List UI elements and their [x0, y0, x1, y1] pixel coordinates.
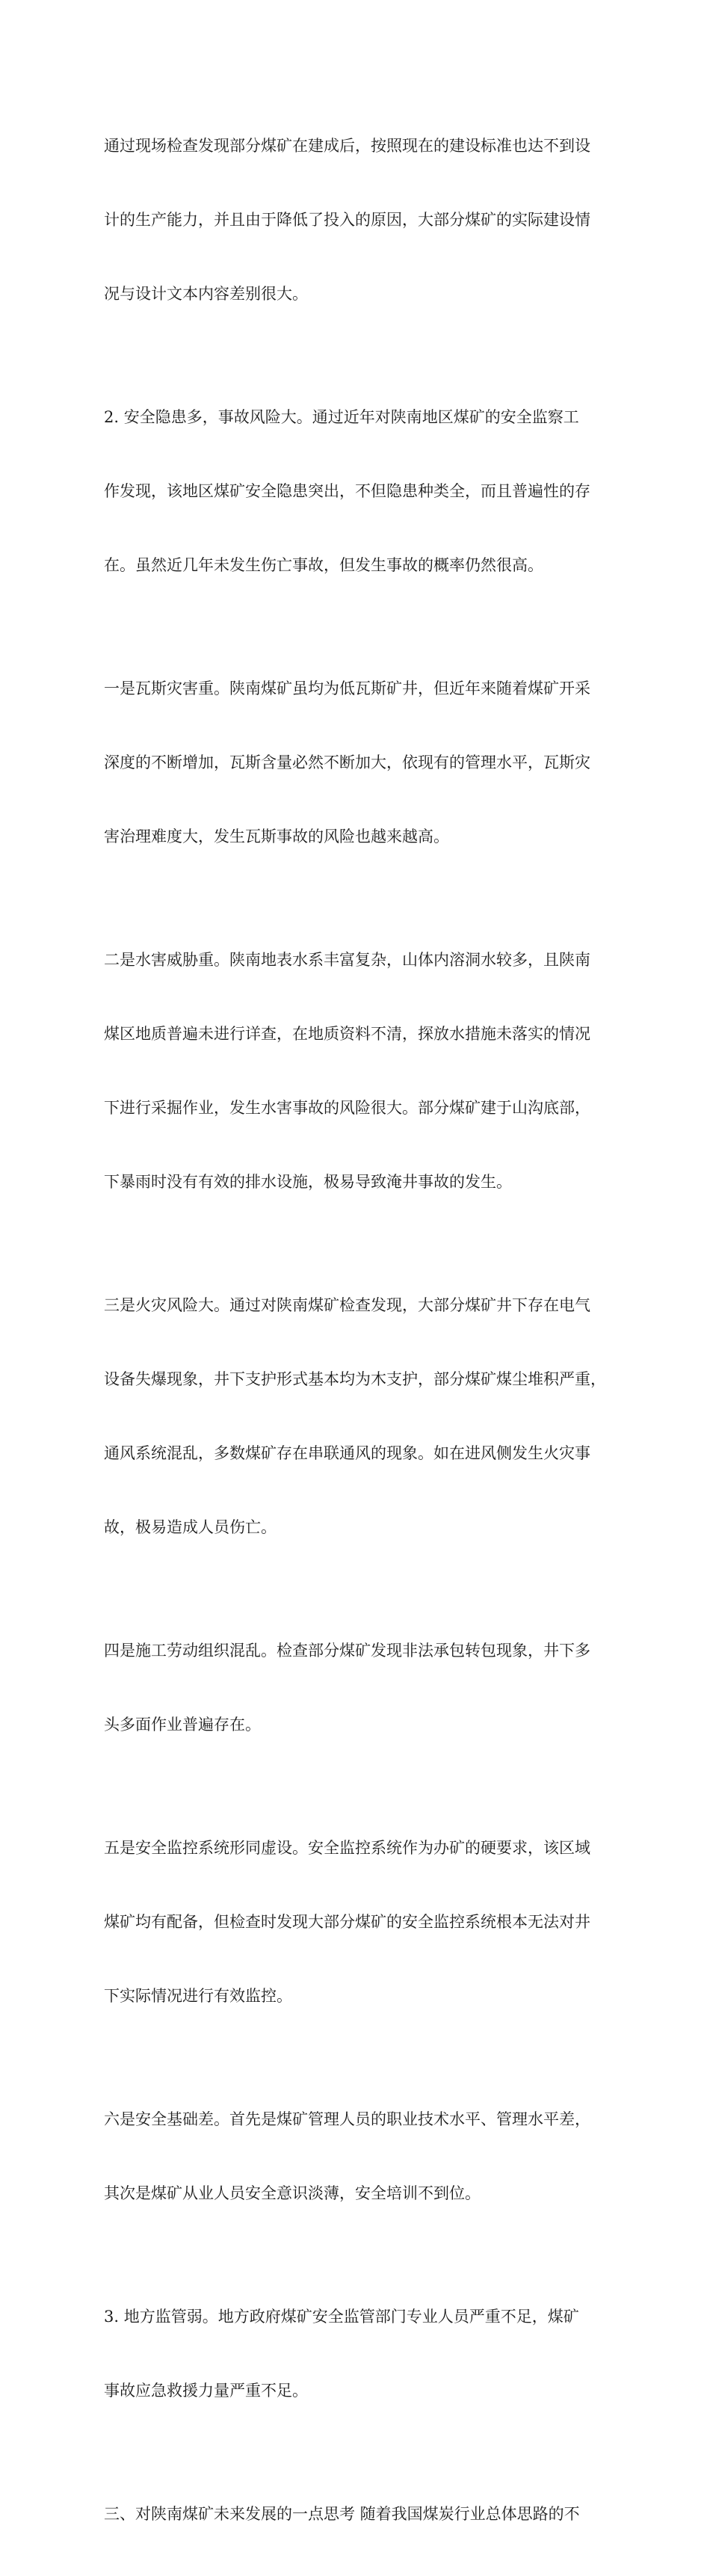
text-line: 2. 安全隐患多，事故风险大。通过近年对陕南地区煤矿的安全监察工 [104, 408, 579, 426]
paragraph-gas-hazard [104, 627, 612, 899]
text-line: 一是瓦斯灾害重。陕南煤矿虽均为低瓦斯矿井，但近年来随着煤矿开采 [104, 680, 590, 697]
text-line: 3. 地方监管弱。地方政府煤矿安全监管部门专业人员严重不足，煤矿 [104, 2308, 579, 2326]
text-line: 作发现，该地区煤矿安全隐患突出，不但隐患种类全，而且普遍性的存 [104, 482, 590, 500]
paragraph-labor-organization [104, 1589, 612, 1787]
text-line: 二是水害威胁重。陕南地表水系丰富复杂，山体内溶洞水较多，且陕南 [104, 951, 590, 969]
text-line: 三、对陕南煤矿未来发展的一点思考 随着我国煤炭行业总体思路的不 [104, 2505, 580, 2523]
text-line: 四是施工劳动组织混乱。检查部分煤矿发现非法承包转包现象，井下多 [104, 1642, 590, 1660]
paragraph-water-hazard [104, 899, 612, 1244]
text-line: 计的生产能力，并且由于降低了投入的原因，大部分煤矿的实际建设情 [104, 211, 590, 229]
text-line: 设备失爆现象，井下支护形式基本均为木支护，部分煤矿煤尘堆积严重， [104, 1370, 606, 1388]
text-line: 下实际情况进行有效监控。 [104, 1987, 292, 2005]
paragraph-local-supervision [104, 2255, 612, 2453]
text-line: 事故应急救援力量严重不足。 [104, 2382, 308, 2400]
text-line: 通风系统混乱，多数煤矿存在串联通风的现象。如在进风侧发生火灾事 [104, 1444, 590, 1462]
document-body [104, 84, 612, 2576]
text-line: 煤区地质普遍未进行详查，在地质资料不清，探放水措施未落实的情况 [104, 1025, 590, 1043]
paragraph-safety-hazards [104, 356, 612, 627]
paragraph-construction-gap [104, 84, 612, 356]
text-line: 深度的不断增加，瓦斯含量必然不断加大，依现有的管理水平，瓦斯灾 [104, 754, 590, 771]
text-line: 六是安全基础差。首先是煤矿管理人员的职业技术水平、管理水平差， [104, 2110, 590, 2128]
text-line: 煤矿均有配备，但检查时发现大部分煤矿的安全监控系统根本无法对井 [104, 1913, 590, 1931]
paragraph-fire-risk [104, 1244, 612, 1589]
text-line: 下进行采掘作业，发生水害事故的风险很大。部分煤矿建于山沟底部， [104, 1099, 590, 1117]
paragraph-monitoring-system [104, 1787, 612, 2058]
text-line: 故，极易造成人员伤亡。 [104, 1518, 277, 1536]
text-line: 三是火灾风险大。通过对陕南煤矿检查发现，大部分煤矿井下存在电气 [104, 1296, 590, 1314]
text-line: 头多面作业普遍存在。 [104, 1716, 261, 1734]
text-line: 下暴雨时没有有效的排水设施，极易导致淹井事故的发生。 [104, 1173, 512, 1191]
text-line: 在。虽然近几年未发生伤亡事故，但发生事故的概率仍然很高。 [104, 556, 543, 574]
text-line: 通过现场检查发现部分煤矿在建成后，按照现在的建设标准也达不到设 [104, 137, 590, 155]
section-heading-future-thoughts [104, 2453, 612, 2576]
text-line: 五是安全监控系统形同虚设。安全监控系统作为办矿的硬要求，该区域 [104, 1839, 590, 1857]
text-line: 况与设计文本内容差别很大。 [104, 285, 308, 303]
text-line: 其次是煤矿从业人员安全意识淡薄，安全培训不到位。 [104, 2184, 481, 2202]
text-line: 害治理难度大，发生瓦斯事故的风险也越来越高。 [104, 828, 449, 845]
paragraph-safety-foundation [104, 2058, 612, 2255]
